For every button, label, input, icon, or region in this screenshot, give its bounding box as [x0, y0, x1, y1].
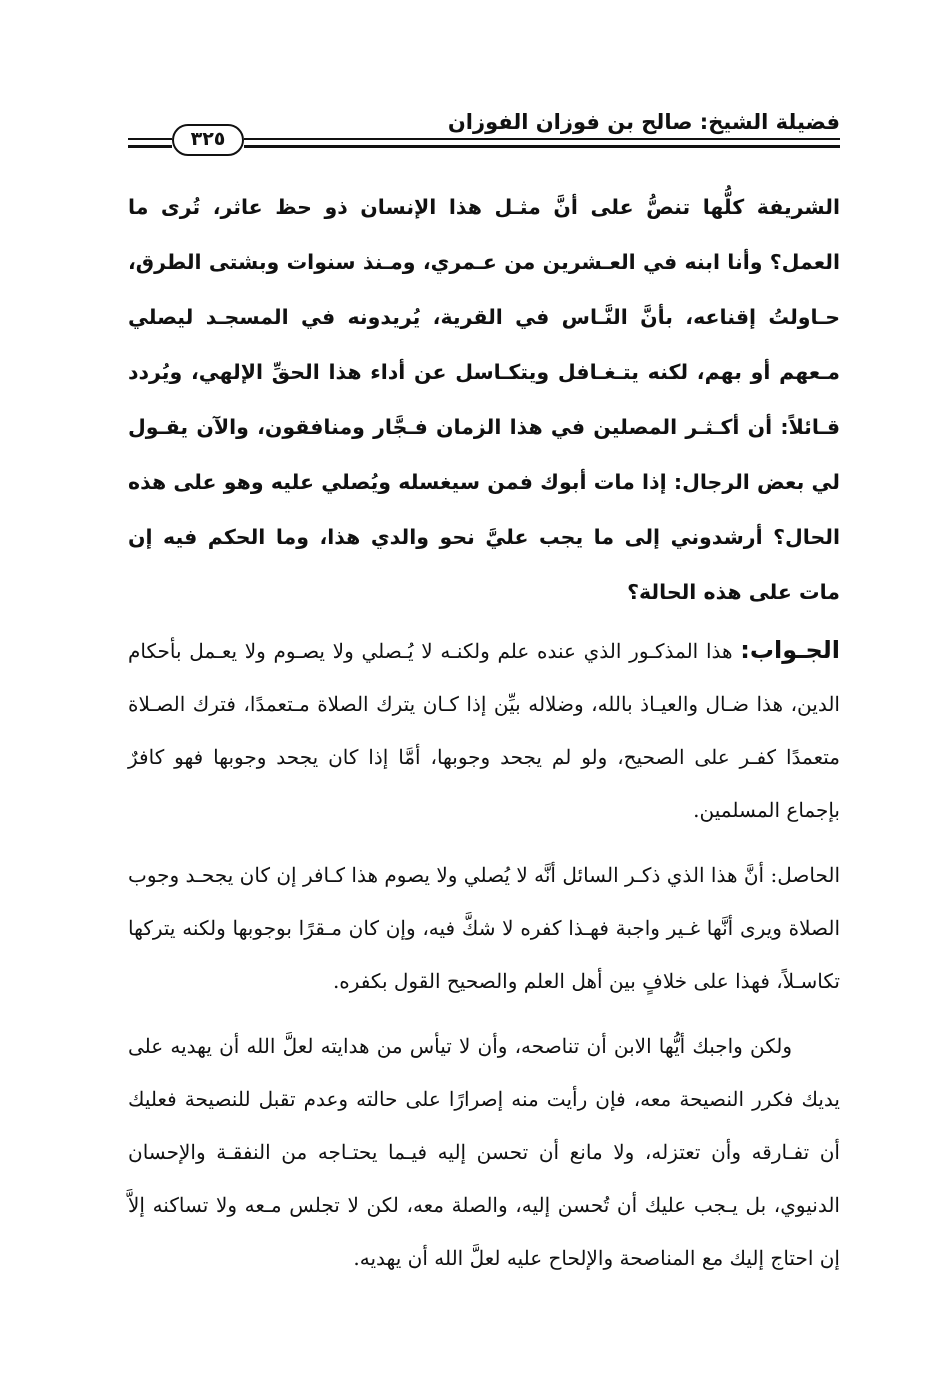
- answer-paragraph-3: ولكن واجبك أيُّها الابن أن تناصحه، وأن لا تيأس من هدايته لعلَّ الله أن يهديه على يديك فكرر النصيحة معه، فإن رأيت منه إصرارًا على حالته وعدم تقبل للنصيحة فعليك أن تفـارقه وأن تعتزله، ولا مانع أن تحسن إليه فيـما يحتـاجه من النفقـة والإحسان الدنيوي، بل يـجب عليك أن تُحسن إليه، والصلة معه، لكن لا تجلس مـعه ولا تساكنه إلاَّ إن احتاج إليك مع المناصحة والإلحاح عليه لعلَّ الله أن يهديه.: [128, 1034, 840, 1270]
- question-text: الشريفة كلُّها تنصُّ على أنَّ مثـل هذا الإنسان ذو حظ عاثر، تُرى ما العمل؟ وأنا ابنه في العـشرين من عـمري، ومـنذ سنوات وبشتى الطرق، حـاولتُ إقناعه، بأنَّ النَّـاس في القرية، يُريدونه في المسجـد ليصلي مـعهم أو بهم، لكنه يتـغـافل ويتكـاسل عن أداء هذا الحقِّ الإلهي، ويُردد قـائلاً: أن أكـثـر المصلين في هذا الزمان فـجَّار ومنافقون، والآن يقـول لي بعض الرجال: إذا مات أبوك فمن سيغسله ويُصلي عليه وهو على هذه الحال؟ أرشدوني إلى ما يجب عليَّ نحو والدي هذا، وما الحكم فيه إن مات على هذه الحالة؟: [128, 195, 840, 604]
- header-rule-left-thick: [128, 145, 172, 148]
- answer-paragraph-1: [128, 624, 840, 837]
- header-rule: [244, 138, 840, 140]
- page-number: ٣٢٥: [172, 124, 244, 156]
- header-rule-left: [128, 138, 172, 140]
- page-content: [128, 180, 840, 1297]
- answer-paragraph-2: الحاصل: أنَّ هذا الذي ذكـر السائل أنَّه لا يُصلي ولا يصوم هذا كـافر إن كان يجحـد وجوب الصلاة ويرى أنَّها غـير واجبة فهـذا كفره لا شكَّ فيه، وإن كان مـقرًا بوجوبها ولكنه يتركها تكاسـلاً، فهذا على خلافٍ بين أهل العلم والصحيح القول بكفره.: [128, 863, 840, 993]
- book-title: فضيلة الشيخ: صالح بن فوزان الفوزان: [447, 110, 840, 134]
- answer-label: الجـواب:: [740, 636, 840, 664]
- answer-text-1: هذا المذكـور الذي عنده علم ولكنـه لا يُـصلي ولا يصـوم ولا يعـمل بأحكام الدين، هذا ضـال والعيـاذ بالله، وضلاله بيِّن إذا كـان يترك الصلاة مـتعمدًا، فترك الصـلاة متعمدًا كفـر على الصحيح، ولو لم يجحد وجوبها، أمَّا إذا كان يجحد وجوبها فهو كافرٌ بإجماع المسلمين.: [128, 639, 840, 822]
- header-rule-thick: [244, 145, 840, 148]
